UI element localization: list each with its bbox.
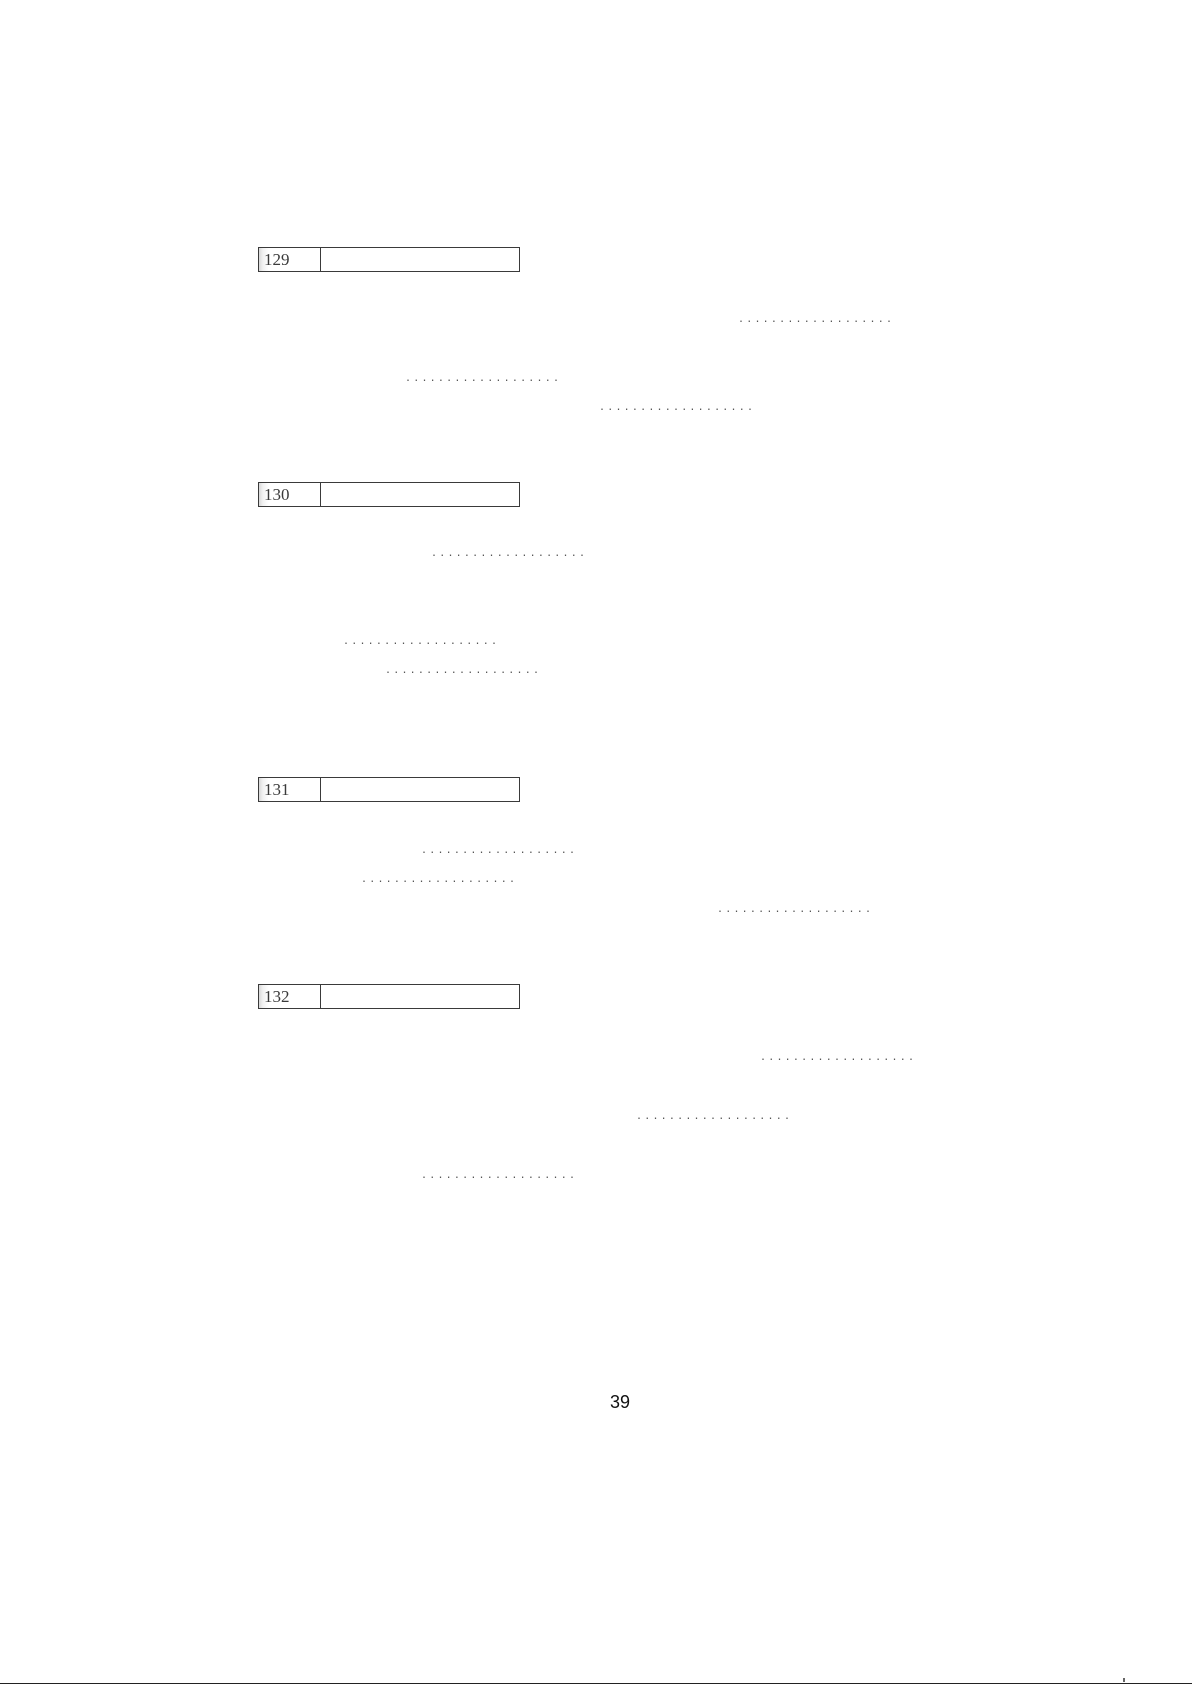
answer-blank: ................... — [431, 548, 588, 559]
answer-blank: ................... — [361, 874, 518, 885]
question-title-field — [321, 248, 519, 271]
answer-blank: ................... — [385, 665, 542, 676]
question-131-box — [258, 777, 520, 802]
answer-blank: ................... — [738, 314, 895, 325]
answer-blank: ................... — [421, 1170, 578, 1181]
question-number: 129 — [259, 248, 321, 271]
question-title-field — [321, 778, 519, 801]
answer-blank: ................... — [636, 1111, 793, 1122]
answer-blank: ................... — [717, 904, 874, 915]
question-number: 132 — [259, 985, 321, 1008]
question-title-field — [321, 985, 519, 1008]
footer-rule — [0, 1683, 1192, 1684]
answer-blank: ................... — [343, 636, 500, 647]
question-number: 130 — [259, 483, 321, 506]
answer-blank: ................... — [599, 402, 756, 413]
question-130-box — [258, 482, 520, 507]
answer-blank: ................... — [421, 845, 578, 856]
answer-blank: ................... — [760, 1052, 917, 1063]
answer-blank: ................... — [405, 373, 562, 384]
question-129-box — [258, 247, 520, 272]
question-number: 131 — [259, 778, 321, 801]
question-title-field — [321, 483, 519, 506]
page-number: 39 — [609, 1392, 631, 1412]
footer-mark — [1123, 1678, 1125, 1682]
question-132-box — [258, 984, 520, 1009]
